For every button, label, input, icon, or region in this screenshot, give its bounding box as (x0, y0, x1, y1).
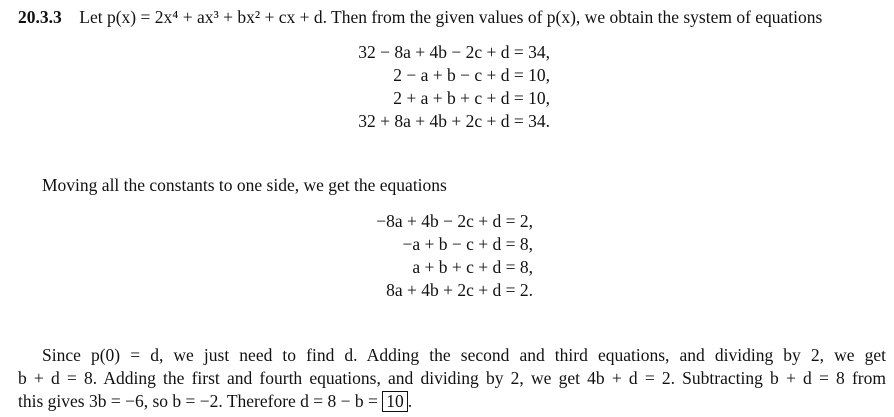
problem-intro-text: Let p(x) = 2x⁴ + ax³ + bx² + cx + d. Then from the given values of p(x), we obtain the system of equations (79, 7, 823, 27)
equation-line: 2 − a + b − c + d = 10, (393, 65, 550, 85)
equation-line: −8a + 4b − 2c + d = 2, (376, 211, 533, 231)
problem-intro-line (18, 6, 888, 28)
equation-line: 32 − 8a + 4b − 2c + d = 34, (358, 42, 550, 62)
trailing-period: . (407, 391, 413, 411)
equation-system-rearranged (350, 210, 533, 302)
conclusion-line: Since p(0) = d, we just need to find d. Adding the second and third equations, and dividing by 2, we get (42, 345, 886, 365)
problem-number: 20.3.3 (18, 7, 62, 27)
conclusion-line: b + d = 8. Adding the first and fourth equations, and dividing by 2, we get 4b + d = 2. Subtracting b + d = 8 from (18, 368, 886, 388)
conclusion-line: this gives 3b = −6, so b = −2. Therefore d = 8 − b = (18, 391, 383, 411)
moving-constants-text: Moving all the constants to one side, we get the equations (42, 175, 447, 195)
boxed-answer: 10 (382, 391, 408, 412)
equation-line: a + b + c + d = 8, (412, 257, 533, 277)
conclusion-final-line (18, 390, 886, 413)
equation-system-original (330, 41, 550, 133)
equation-line: 2 + a + b + c + d = 10, (393, 88, 550, 108)
equation-line: 32 + 8a + 4b + 2c + d = 34. (358, 111, 550, 131)
equation-line: −a + b − c + d = 8, (402, 234, 533, 254)
equation-line: 8a + 4b + 2c + d = 2. (386, 280, 533, 300)
conclusion-paragraph (18, 344, 886, 413)
